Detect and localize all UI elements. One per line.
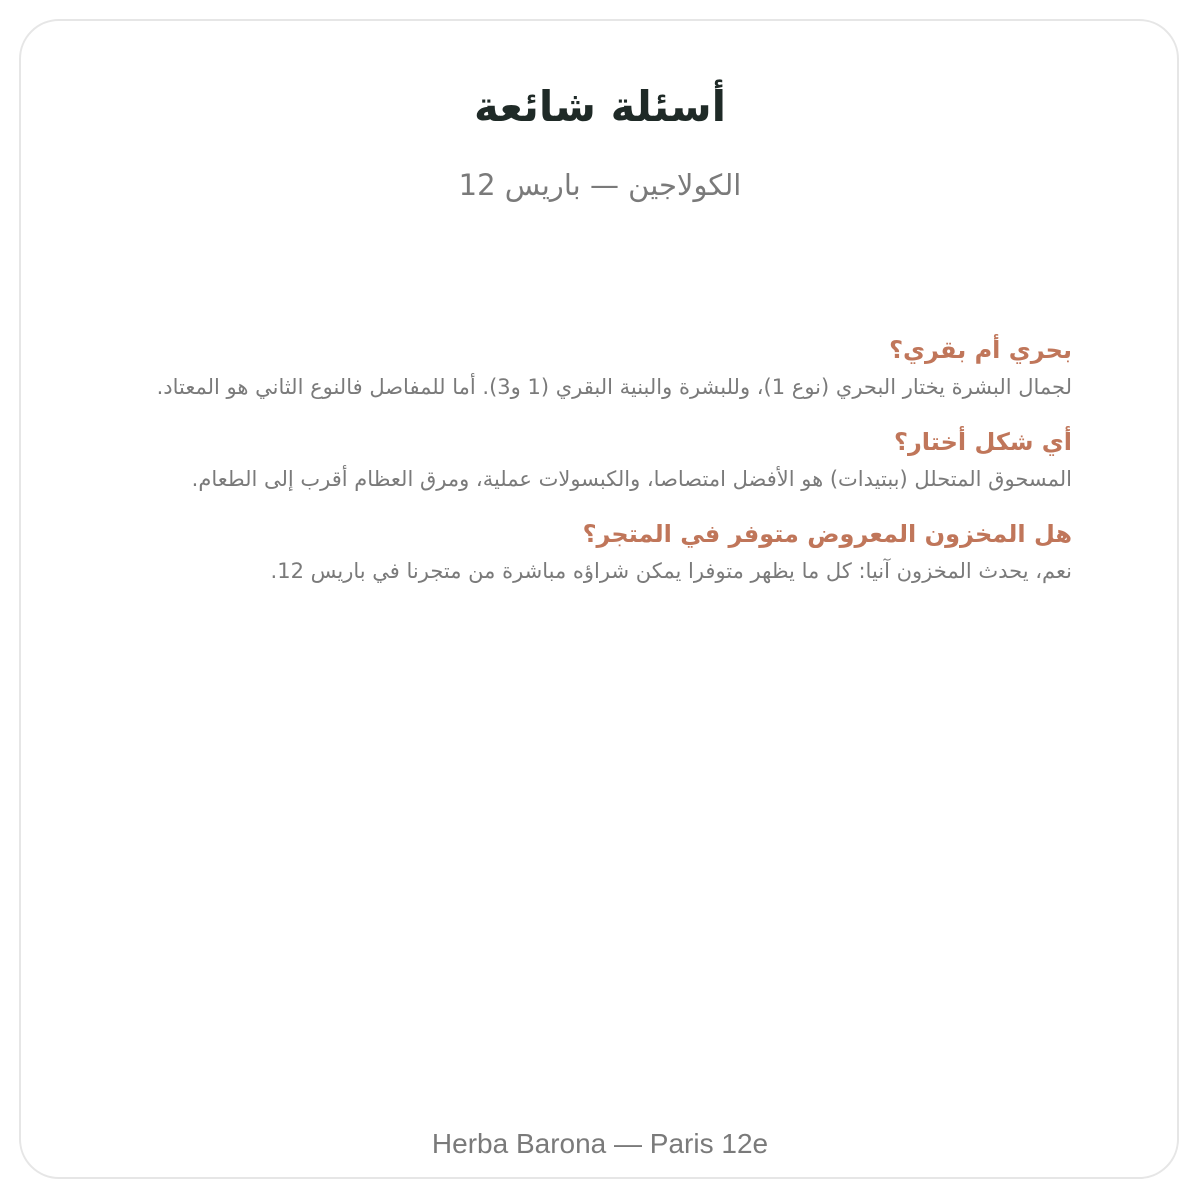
faq-answer: لجمال البشرة يختار البحري (نوع 1)، وللبشرة والبنية البقري (1 و3). أما للمفاصل فالنوع الثاني هو المعتاد. xyxy=(156,375,1072,399)
faq-answer: نعم، يحدث المخزون آنيا: كل ما يظهر متوفرا يمكن شراؤه مباشرة من متجرنا في باريس 12. xyxy=(270,559,1072,583)
page-subtitle: الكولاجين — باريس 12 xyxy=(458,168,742,202)
faq-question: هل المخزون المعروض متوفر في المتجر؟ xyxy=(582,520,1072,548)
faq-question: أي شكل أختار؟ xyxy=(894,428,1072,456)
faq-item xyxy=(92,425,1072,495)
footer-brand: Herba Barona — Paris 12e xyxy=(431,1128,769,1159)
faq-item xyxy=(92,333,1072,403)
faq-list xyxy=(92,333,1072,609)
faq-answer: المسحوق المتحلل (ببتيدات) هو الأفضل امتصاصا، والكبسولات عملية، ومرق العظام أقرب إلى الطعام. xyxy=(191,467,1072,491)
page-title: أسئلة شائعة xyxy=(473,82,727,131)
faq-item xyxy=(92,517,1072,587)
faq-question: بحري أم بقري؟ xyxy=(889,336,1072,364)
